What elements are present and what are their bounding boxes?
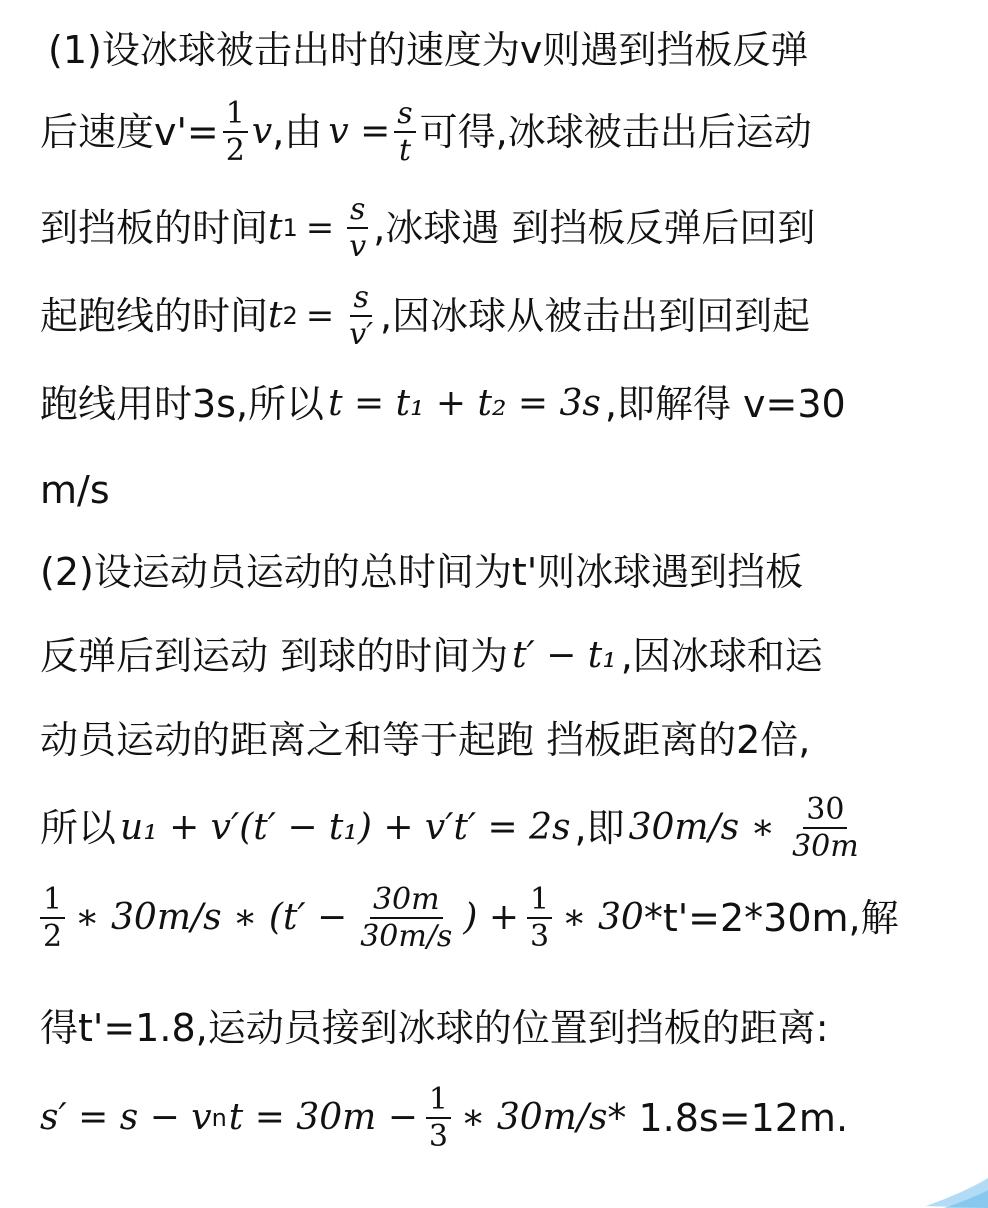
fraction-s-over-t: $\frac{s}{t}$ [394,98,415,167]
text-segment: 后速度v'= [40,110,219,154]
text-segment: 起跑线的时间 [40,294,269,338]
math-expression: ∗ 30m/s ∗ (t′ − [75,897,348,938]
text-segment: m/s [40,468,110,512]
superscript: n [211,1104,227,1132]
text-segment: ,冰球遇 到挡板反弹后回到 [373,206,816,250]
corner-page-curl-icon [918,1168,988,1208]
math-expression: ∗ 30m/s [460,1097,608,1138]
subscript: 1 [282,214,298,242]
line-11 [36,876,966,960]
fraction-s-over-v: $\frac{s}{v}$ [346,194,369,263]
text-segment: *t'=2*30m,解 [643,896,899,940]
line-9 [40,698,970,782]
subscript: 2 [282,302,298,330]
text-segment: 反弹后到运动 到球的时间为 [40,634,509,678]
text-segment: (1)设冰球被击出时的速度为v则遇到挡板反弹 [48,28,809,72]
text-segment: ,因冰球从被击出到回到起 [380,294,811,338]
fraction-one-third: $\frac{1}{3}$ [426,1084,451,1153]
text-segment: ,即解得 v=30 [604,382,846,426]
math-expression: t = t₁ + t₂ = 3s [328,383,601,424]
line-3 [40,186,970,270]
text-segment: ,即 [574,806,625,850]
text-segment: 所以 [40,806,117,850]
line-4 [40,274,970,358]
math-operator: = [305,208,335,248]
math-expression: v = [328,111,391,152]
line-2 [40,90,970,174]
line-10 [40,786,970,870]
line-12 [40,986,970,1070]
fraction-30m-over-30m-per-s: $\frac{30m}{30m/s}$ [360,881,453,954]
text-segment: ,由 [272,110,323,154]
text-segment: 到挡板的时间 [40,206,269,250]
line-5 [40,362,970,446]
math-expression: ∗ 30 [562,897,644,938]
math-expression: t′ − t₁ [512,635,617,676]
text-segment: 可得,冰球被击出后运动 [419,110,812,154]
line-7 [40,530,970,614]
math-expression: u₁ + v′(t′ − t₁) + v′t′ = 2s [120,807,571,848]
fraction-one-half: $\frac{1}{2}$ [40,884,65,953]
math-symbol: t [268,207,283,248]
line-1 [48,8,978,92]
line-13 [40,1076,970,1160]
fraction-s-over-v-prime: $\frac{s}{v'}$ [349,279,374,352]
line-8 [40,614,970,698]
text-segment: 跑线用时3s,所以 [40,382,325,426]
math-symbol: t [268,295,283,336]
line-6 [40,448,970,532]
text-segment: ,因冰球和运 [620,634,823,678]
math-expression: s′ = s − v [40,1097,212,1138]
fraction-one-third: $\frac{1}{3}$ [527,884,552,953]
text-segment: (2)设运动员运动的总时间为t'则冰球遇到挡板 [40,550,804,594]
text-segment: 动员运动的距离之和等于起跑 挡板距离的2倍, [40,718,811,762]
math-expression: t = 30m − [228,1097,418,1138]
math-symbol: v [251,111,273,152]
text-segment: * 1.8s=12m. [607,1096,849,1140]
math-expression: ) + [463,897,519,938]
fraction-30-over-30m: $\frac{30}{30m}$ [792,791,859,864]
math-operator: = [305,296,335,336]
math-expression: 30m/s ∗ [628,807,776,848]
fraction-one-half: $\frac{1}{2}$ [223,98,248,167]
text-segment: 得t'=1.8,运动员接到冰球的位置到挡板的距离: [40,1006,829,1050]
